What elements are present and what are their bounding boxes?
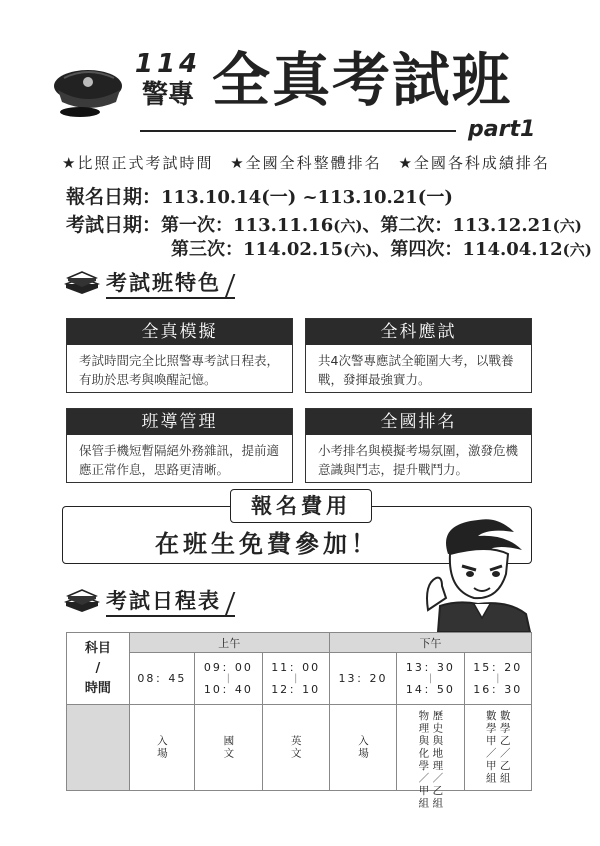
feature-card xyxy=(66,408,293,483)
exam-schedule-table xyxy=(66,632,532,810)
schedule-heading-text: 考試日程表 xyxy=(106,585,235,617)
subject-cell: 入場 xyxy=(329,705,396,791)
exam-date-line2 xyxy=(171,235,592,261)
feature-item: ★全國全科整體排名 xyxy=(230,154,382,172)
subject-cell: 數學乙／乙組 數學甲／甲組 xyxy=(464,705,531,791)
registration-label: 報名日期： xyxy=(66,186,162,208)
feature-card xyxy=(305,318,532,393)
time-cell: 08：45 xyxy=(129,653,194,705)
feature-list xyxy=(62,152,560,173)
corner-cell: 科目 / 時間 xyxy=(67,633,130,705)
exam-date-1: 第一次：113.11.16 xyxy=(161,215,334,236)
exam-date-line1 xyxy=(66,210,582,237)
card-body: 共4次警專應試全範圍大考，以戰養戰，發揮最強實力。 xyxy=(318,353,514,387)
features-heading xyxy=(64,268,231,298)
feature-item: ★比照正式考試時間 xyxy=(62,154,214,172)
features-heading-text: 考試班特色 xyxy=(106,267,235,299)
feature-card xyxy=(305,408,532,483)
card-title: 全國排名 xyxy=(306,409,531,435)
subject-cell: 國文 xyxy=(195,705,262,791)
card-title: 全真模擬 xyxy=(67,319,292,345)
morning-header: 上午 xyxy=(129,633,329,653)
fee-text: 在班生免費參加！ xyxy=(155,530,379,558)
afternoon-header: 下午 xyxy=(329,633,531,653)
title-rule xyxy=(140,130,456,132)
fee-label: 報名費用 xyxy=(230,489,372,523)
blank-cell xyxy=(67,705,130,791)
books-icon xyxy=(64,270,100,296)
schedule-heading xyxy=(64,586,231,616)
part-label: part1 xyxy=(468,117,536,142)
registration-value: 113.10.14(一) ~113.10.21(一) xyxy=(161,187,453,208)
page-title: 全真考試班 xyxy=(212,46,513,114)
time-cell: 09：00 | 10：40 xyxy=(195,653,262,705)
exam-day-2: (六) xyxy=(552,217,582,235)
time-cell: 13：20 xyxy=(329,653,396,705)
feature-card xyxy=(66,318,293,393)
subject-cell: 入場 xyxy=(129,705,194,791)
card-body: 考試時間完全比照警專考試日程表，有助於思考與喚醒記憶。 xyxy=(79,353,280,387)
feature-item: ★全國各科成績排名 xyxy=(398,154,550,172)
year-label: 114 xyxy=(134,49,202,79)
exam-day-4: (六) xyxy=(562,241,592,259)
exam-day-3: (六) xyxy=(343,241,373,259)
subject-cell: 英文 xyxy=(262,705,329,791)
exam-date-4: 、第四次：114.04.12 xyxy=(372,239,563,260)
registration-date xyxy=(66,182,453,209)
police-cap-icon xyxy=(50,60,128,120)
card-title: 班導管理 xyxy=(67,409,292,435)
exam-day-1: (六) xyxy=(333,217,363,235)
books-icon xyxy=(64,588,100,614)
dept-label: 警專 xyxy=(141,80,194,110)
exam-date-label: 考試日期： xyxy=(66,214,162,236)
time-cell: 15：20 | 16：30 xyxy=(464,653,531,705)
police-mascot-illustration xyxy=(418,514,536,634)
card-body: 小考排名與模擬考場氛圍，激發危機意識與鬥志，提升戰鬥力。 xyxy=(318,443,519,477)
subject-cell: 歷史與地理／乙組 物理與化學／甲組 xyxy=(397,705,464,791)
exam-date-2: 、第二次：113.12.21 xyxy=(362,215,553,236)
exam-date-3: 第三次：114.02.15 xyxy=(171,239,344,260)
time-cell: 11：00 | 12：10 xyxy=(262,653,329,705)
time-cell: 13：30 | 14：50 xyxy=(397,653,464,705)
card-body: 保管手機短暫隔絕外務雜訊，提前適應正常作息，思路更清晰。 xyxy=(79,443,280,477)
card-title: 全科應試 xyxy=(306,319,531,345)
